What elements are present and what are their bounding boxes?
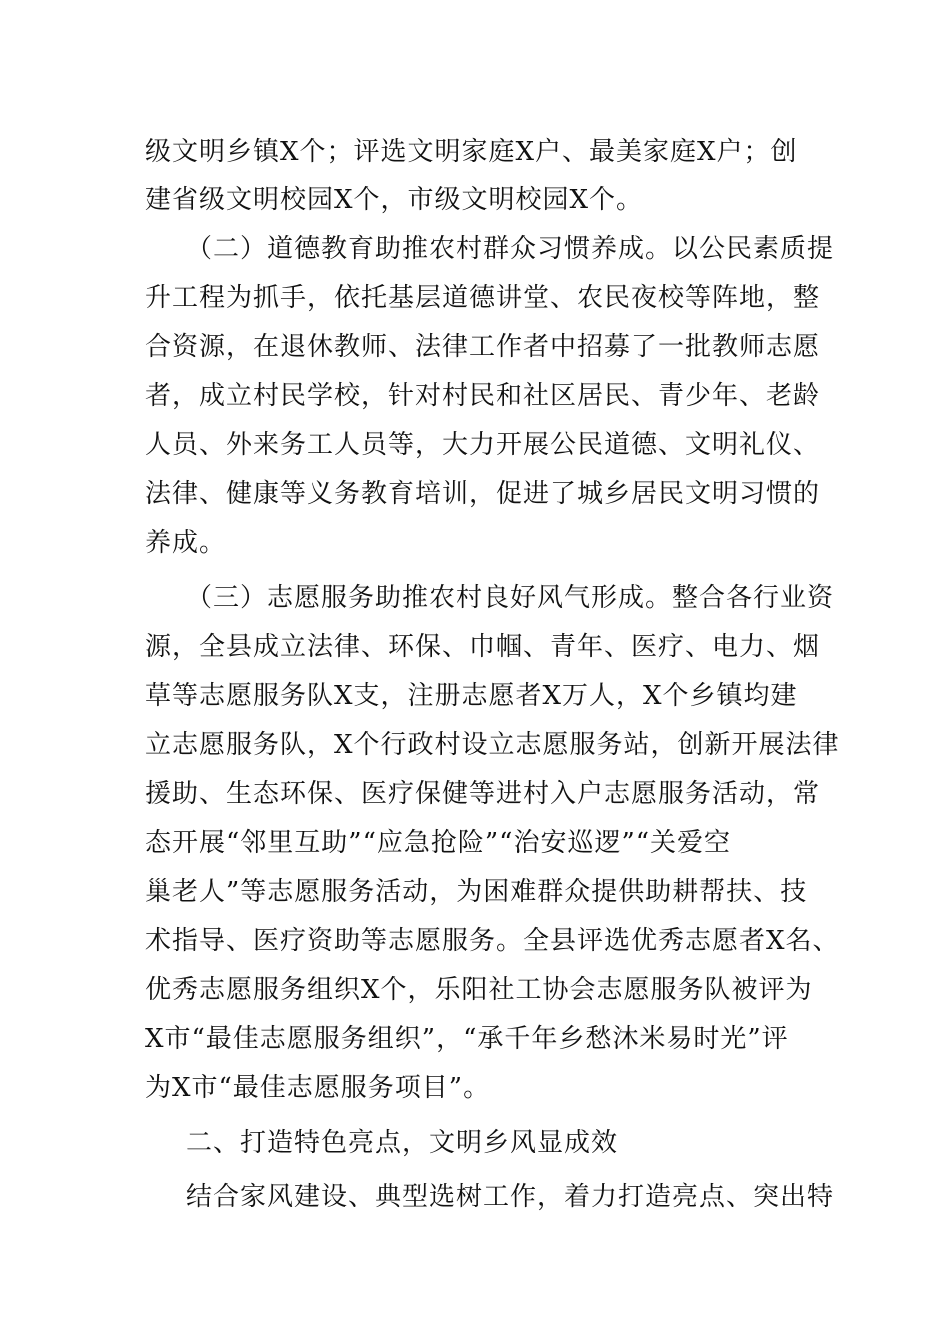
text-line-8: 法律、健康等义务教育培训，促进了城乡居民文明习惯的 bbox=[145, 479, 821, 509]
text-line-12: 草等志愿服务队X支，注册志愿者X万人，X个乡镇均建 bbox=[145, 681, 798, 711]
text-line-6: 者，成立村民学校，针对村民和社区居民、青少年、老龄 bbox=[145, 381, 821, 411]
section-heading-3: （三）志愿服务助推农村良好风气形成。整合各行业资 bbox=[186, 583, 835, 613]
text-line-13: 立志愿服务队，X个行政村设立志愿服务站，创新开展法律 bbox=[145, 730, 840, 760]
text-line-17: 术指导、医疗资助等志愿服务。全县评选优秀志愿者X名、 bbox=[145, 926, 840, 956]
text-line-1: 级文明乡镇X个；评选文明家庭X户、最美家庭X户；创 bbox=[145, 137, 798, 167]
chapter-heading-2: 二、打造特色亮点，文明乡风显成效 bbox=[186, 1128, 619, 1158]
text-line-2: 建省级文明校园X个，市级文明校园X个。 bbox=[145, 185, 644, 215]
text-line-14: 援助、生态环保、医疗保健等进村入户志愿服务活动，常 bbox=[145, 779, 821, 809]
text-line-15: 态开展“邻里互助”“应急抢险”“治安巡逻”“关爱空 bbox=[145, 828, 732, 858]
text-line-4: 升工程为抓手，依托基层道德讲堂、农民夜校等阵地，整 bbox=[145, 283, 821, 313]
text-line-11: 源，全县成立法律、环保、巾帼、青年、医疗、电力、烟 bbox=[145, 632, 821, 662]
text-line-9: 养成。 bbox=[145, 528, 227, 558]
text-line-19: X市“最佳志愿服务组织”，“承千年乡愁沐米易时光”评 bbox=[145, 1024, 789, 1054]
text-line-7: 人员、外来务工人员等，大力开展公民道德、文明礼仪、 bbox=[145, 430, 821, 460]
section-heading-2: （二）道德教育助推农村群众习惯养成。以公民素质提 bbox=[186, 234, 835, 264]
text-line-22: 结合家风建设、典型选树工作，着力打造亮点、突出特 bbox=[186, 1182, 835, 1212]
text-line-16: 巢老人”等志愿服务活动，为困难群众提供助耕帮扶、技 bbox=[145, 877, 808, 907]
text-line-5: 合资源，在退休教师、法律工作者中招募了一批教师志愿 bbox=[145, 332, 821, 362]
text-line-20: 为X市“最佳志愿服务项目”。 bbox=[145, 1073, 491, 1103]
text-line-18: 优秀志愿服务组织X个，乐阳社工协会志愿服务队被评为 bbox=[145, 975, 813, 1005]
